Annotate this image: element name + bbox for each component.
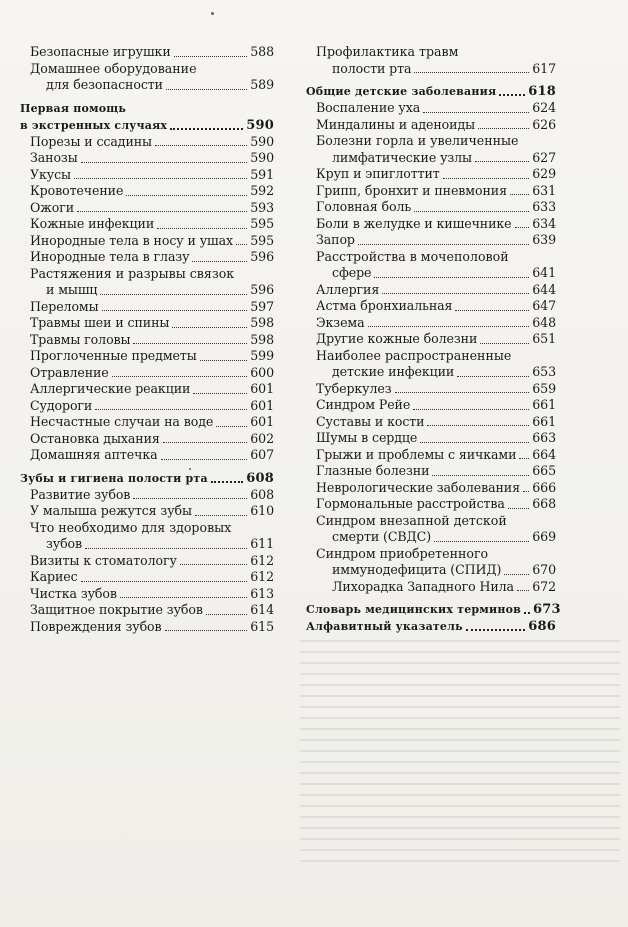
dot-leader — [157, 228, 247, 229]
toc-entry — [20, 431, 274, 448]
toc-entry-title: Ожоги — [30, 199, 74, 215]
toc-entry — [306, 579, 556, 596]
toc-entry-line: Болезни горла и увеличенные — [316, 133, 519, 148]
page-number: 639 — [532, 232, 556, 247]
dot-leader — [466, 629, 526, 631]
section-heading: Первая помощь — [20, 101, 127, 115]
toc-entry-line: Синдром внезапной детской — [316, 512, 507, 528]
toc-entry — [306, 447, 556, 464]
dot-leader — [368, 326, 530, 327]
toc-entry-title: Запор — [316, 232, 355, 247]
page-number: 664 — [532, 446, 556, 462]
page-number: 648 — [532, 314, 556, 330]
toc-entry-line: Что необходимо для здоровых — [30, 519, 232, 535]
dot-leader — [161, 459, 248, 460]
dot-leader — [193, 393, 247, 394]
toc-entry — [306, 331, 556, 348]
dot-leader — [423, 112, 529, 113]
toc-entry-title: Занозы — [30, 150, 78, 165]
toc-entry-title: для безопасности — [46, 77, 163, 92]
toc-entry-title: Судороги — [30, 397, 93, 413]
toc-entry — [306, 562, 556, 579]
toc-entry-title: Грыжи и проблемы с яичками — [316, 446, 517, 462]
dot-leader — [155, 145, 247, 146]
toc-entry — [306, 61, 556, 78]
toc-entry-title: Переломы — [30, 298, 99, 314]
page-number: 627 — [532, 149, 556, 165]
toc-entry-line: Домашнее оборудование — [30, 60, 197, 76]
toc-entry-title: смерти (СВДС) — [332, 529, 432, 544]
toc-entry-title: иммунодефицита (СПИД) — [332, 562, 502, 577]
dot-leader — [395, 392, 530, 393]
dot-leader — [192, 261, 247, 262]
page-number: 661 — [532, 397, 556, 412]
toc-entry — [20, 134, 274, 151]
page-number: 596 — [250, 282, 274, 297]
dot-leader — [102, 310, 248, 311]
toc-entry — [306, 100, 556, 117]
toc-entry-title: Чистка зубов — [30, 585, 117, 601]
toc-entry — [306, 199, 556, 216]
toc-entry-title: У малыша режутся зубы — [30, 503, 192, 518]
toc-entry-title: Кровотечение — [30, 183, 124, 198]
dot-leader — [95, 409, 247, 410]
toc-entry-title: Травмы головы — [30, 331, 131, 347]
toc-entry — [306, 183, 556, 200]
page-number: 626 — [532, 116, 556, 132]
page-number: 615 — [250, 618, 274, 634]
dot-leader — [81, 162, 248, 163]
toc-entry-line: Синдром приобретенного — [316, 545, 489, 561]
dot-leader — [133, 498, 247, 499]
toc-entry-title: Миндалины и аденоиды — [316, 116, 476, 132]
page-number: 612 — [250, 552, 274, 568]
toc-entry-title: Аллергические реакции — [30, 381, 191, 396]
toc-entry-title: Повреждения зубов — [30, 618, 162, 634]
toc-entry — [306, 463, 556, 480]
page-number: 665 — [532, 463, 556, 478]
toc-entry — [20, 299, 274, 316]
page-number: 608 — [250, 486, 274, 502]
dot-leader — [434, 541, 529, 542]
toc-entry — [306, 496, 556, 513]
toc-entry-title: Общие детские заболевания — [306, 85, 497, 98]
toc-entry-title: Другие кожные болезни — [316, 331, 478, 346]
toc-entry-title: Суставы и кости — [316, 413, 425, 429]
dot-leader — [427, 425, 529, 426]
page-number: 598 — [250, 331, 274, 347]
toc-entry-title: и мышц — [46, 282, 98, 297]
dot-leader — [382, 293, 529, 294]
toc-entry — [306, 381, 556, 398]
section-heading — [20, 117, 274, 134]
toc-entry — [306, 414, 556, 431]
dot-leader — [478, 128, 529, 129]
toc-entry — [20, 602, 274, 619]
page-number: 597 — [250, 298, 274, 314]
print-speck — [211, 12, 214, 15]
toc-entry-title: Защитное покрытие зубов — [30, 602, 203, 617]
page-number: 644 — [532, 281, 556, 297]
toc-entry — [20, 365, 274, 382]
toc-entry-line: Расстройства в мочеполовой — [316, 248, 509, 264]
dot-leader — [77, 211, 247, 212]
toc-entry-line: Профилактика травм — [316, 44, 459, 59]
page-number: 607 — [250, 447, 274, 462]
toc-entry-line: Наиболее распространенные — [316, 347, 512, 363]
toc-entry — [20, 233, 274, 250]
toc-entry — [306, 364, 556, 381]
toc-entry — [306, 529, 556, 546]
dot-leader — [413, 409, 529, 410]
toc-entry-title: Укусы — [30, 166, 71, 182]
toc-entry-title: Лихорадка Западного Нила — [332, 578, 514, 594]
dot-leader — [74, 178, 247, 179]
toc-entry-title: Остановка дыхания — [30, 430, 160, 446]
dot-leader — [100, 294, 247, 295]
toc-entry — [306, 150, 556, 167]
dot-leader — [457, 376, 529, 377]
page-number: 608 — [246, 470, 274, 486]
page-number: 600 — [250, 364, 274, 380]
toc-entry — [306, 166, 556, 183]
page-number: 624 — [532, 100, 556, 115]
page-number: 592 — [250, 183, 274, 198]
toc-entry — [20, 569, 274, 586]
toc-entry-title: сфере — [332, 265, 372, 280]
toc-entry-title: Домашняя аптечка — [30, 447, 158, 462]
page-number: 668 — [532, 496, 556, 511]
toc-entry-title: Кожные инфекции — [30, 216, 155, 231]
page-number: 651 — [532, 331, 556, 346]
dot-leader — [414, 72, 529, 73]
page-number: 663 — [532, 430, 556, 445]
dot-leader — [432, 475, 529, 476]
toc-entry-title: Визиты к стоматологу — [30, 552, 177, 568]
page-number: 618 — [528, 84, 556, 99]
section-heading — [20, 470, 274, 487]
dot-leader — [166, 89, 247, 90]
page-number: 601 — [250, 397, 274, 413]
page-number: 610 — [250, 503, 274, 518]
dot-leader — [81, 581, 248, 582]
dot-leader — [443, 178, 530, 179]
page-number: 629 — [532, 166, 556, 181]
dot-leader — [420, 442, 529, 443]
toc-entry-title: Проглоченные предметы — [30, 348, 197, 363]
page-number: 588 — [250, 44, 274, 59]
toc-entry-title: Синдром Рейе — [316, 397, 411, 412]
toc-entry — [20, 447, 274, 464]
toc-entry-title: Экзема — [316, 314, 365, 330]
page-number: 593 — [250, 199, 274, 215]
dot-leader — [216, 426, 247, 427]
page-number: 614 — [250, 602, 274, 617]
toc-entry-title: зубов — [46, 536, 83, 551]
dot-leader — [374, 277, 529, 278]
toc-entry-title: полости рта — [332, 60, 412, 76]
toc-entry — [20, 332, 274, 349]
toc-entry — [306, 298, 556, 315]
toc-entry-title: Боли в желудке и кишечнике — [316, 215, 512, 231]
dot-leader — [524, 612, 530, 614]
toc-entry — [306, 315, 556, 332]
page-number: 601 — [250, 414, 274, 429]
toc-entry-title: Травмы шеи и спины — [30, 315, 170, 330]
page-number: 666 — [532, 479, 556, 495]
page-number: 641 — [532, 265, 556, 280]
dot-leader — [174, 56, 248, 57]
page-number: 596 — [250, 249, 274, 264]
page-number: 595 — [250, 216, 274, 231]
page-number: 590 — [250, 150, 274, 165]
toc-entry — [20, 487, 274, 504]
toc-entry — [20, 183, 274, 200]
toc-entry — [306, 216, 556, 233]
dot-leader — [480, 343, 529, 344]
toc-entry-title: Туберкулез — [316, 380, 392, 396]
toc-right-column — [306, 44, 561, 635]
toc-entry — [20, 381, 274, 398]
toc-entry — [20, 586, 274, 603]
toc-entry — [306, 117, 556, 134]
page-number: 661 — [532, 413, 556, 429]
toc-entry — [306, 282, 556, 299]
toc-entry — [306, 480, 556, 497]
toc-entry-title: Порезы и ссадины — [30, 133, 152, 149]
toc-entry — [20, 398, 274, 415]
toc-entry — [306, 232, 556, 249]
dot-leader — [455, 310, 529, 311]
page-number: 599 — [250, 348, 274, 363]
page-number: 647 — [532, 298, 556, 313]
toc-left-column — [20, 44, 274, 635]
dot-leader — [515, 227, 530, 228]
dot-leader — [85, 548, 247, 549]
toc-entry — [20, 348, 274, 365]
dot-leader — [170, 128, 243, 130]
dot-leader — [414, 211, 529, 212]
dot-leader — [133, 343, 247, 344]
toc-entry — [20, 249, 274, 266]
toc-entry-title: Головная боль — [316, 199, 412, 214]
dot-leader — [165, 630, 248, 631]
page-number: 631 — [532, 182, 556, 198]
toc-entry-title: Словарь медицинских терминов — [306, 603, 522, 616]
page-number: 602 — [250, 430, 274, 446]
dot-leader — [475, 161, 529, 162]
dot-leader — [519, 458, 529, 459]
toc-entry-title: Астма бронхиальная — [316, 298, 453, 313]
page-number: 612 — [250, 569, 274, 584]
page-number: 591 — [250, 166, 274, 182]
dot-leader — [517, 590, 529, 591]
toc-entry — [20, 150, 274, 167]
toc-entry-title: Шумы в сердце — [316, 430, 418, 445]
toc-entry — [20, 200, 274, 217]
toc-entry-title: Безопасные игрушки — [30, 44, 171, 59]
page-number: 589 — [250, 77, 274, 92]
page-number: 659 — [532, 380, 556, 396]
page-number: 634 — [532, 215, 556, 231]
page-number: 613 — [250, 585, 274, 601]
dot-leader — [504, 574, 529, 575]
dot-leader — [206, 614, 247, 615]
page-number: 686 — [528, 619, 556, 634]
toc-entry-title: в экстренных случаях — [20, 118, 168, 132]
dot-leader — [236, 244, 247, 245]
toc-entry — [20, 619, 274, 636]
toc-entry — [20, 282, 274, 299]
toc-entry-title: Несчастные случаи на воде — [30, 414, 214, 429]
toc-entry-title: Инородные тела в носу и ушах — [30, 232, 234, 248]
dot-leader — [195, 515, 247, 516]
toc-entry — [306, 265, 556, 282]
toc-entry — [20, 503, 274, 520]
toc-entry-line: Растяжения и разрывы связок — [30, 265, 235, 281]
page-number: 673 — [533, 602, 561, 617]
page-number: 653 — [532, 364, 556, 379]
toc-entry-title: лимфатические узлы — [332, 149, 472, 165]
toc-entry-title: Алфавитный указатель — [306, 620, 463, 633]
page-number: 590 — [250, 133, 274, 149]
dot-leader — [523, 491, 529, 492]
toc-entry — [20, 414, 274, 431]
toc-entry-title: детские инфекции — [332, 364, 455, 379]
toc-entry-title: Зубы и гигиена полости рта — [20, 471, 208, 485]
toc-entry — [20, 216, 274, 233]
page-number: 670 — [532, 562, 556, 577]
section-heading — [306, 618, 556, 635]
dot-leader — [508, 508, 529, 509]
toc-entry-title: Неврологические заболевания — [316, 479, 520, 495]
toc-entry — [306, 397, 556, 414]
toc-entry-title: Гормональные расстройства — [316, 496, 505, 511]
toc-entry — [20, 536, 274, 553]
toc-entry — [20, 77, 274, 94]
page-number: 633 — [532, 199, 556, 214]
toc-entry — [20, 44, 274, 61]
dot-leader — [510, 194, 529, 195]
page-number: 598 — [250, 315, 274, 330]
toc-entry-title: Аллергия — [316, 281, 380, 297]
dot-leader — [172, 327, 247, 328]
dot-leader — [112, 376, 248, 377]
toc-entry — [20, 553, 274, 570]
bleed-through-imprint — [300, 640, 620, 870]
dot-leader — [211, 481, 243, 483]
dot-leader — [126, 195, 247, 196]
toc-entry — [20, 315, 274, 332]
toc-entry-title: Грипп, бронхит и пневмония — [316, 182, 507, 198]
dot-leader — [163, 442, 248, 443]
page-number: 590 — [246, 117, 274, 133]
dot-leader — [499, 94, 525, 96]
toc-entry-title: Кариес — [30, 569, 78, 584]
toc-entry-title: Развитие зубов — [30, 486, 131, 502]
dot-leader — [180, 564, 247, 565]
page-number: 595 — [250, 232, 274, 248]
page-number: 669 — [532, 529, 556, 544]
toc-entry-title: Инородные тела в глазу — [30, 249, 190, 264]
toc-entry-title: Круп и эпиглоттит — [316, 166, 440, 181]
page-number: 601 — [250, 381, 274, 396]
section-heading — [306, 601, 561, 618]
toc-entry-title: Глазные болезни — [316, 463, 430, 478]
dot-leader — [200, 360, 248, 361]
section-heading — [306, 83, 556, 100]
dot-leader — [120, 597, 247, 598]
toc-entry — [20, 167, 274, 184]
toc-entry-title: Воспаление уха — [316, 100, 421, 115]
dot-leader — [358, 244, 529, 245]
page-number: 672 — [532, 578, 556, 594]
toc-entry-title: Отравление — [30, 364, 109, 380]
page-number: 617 — [532, 60, 556, 76]
toc-entry — [306, 430, 556, 447]
page-number: 611 — [250, 536, 274, 551]
